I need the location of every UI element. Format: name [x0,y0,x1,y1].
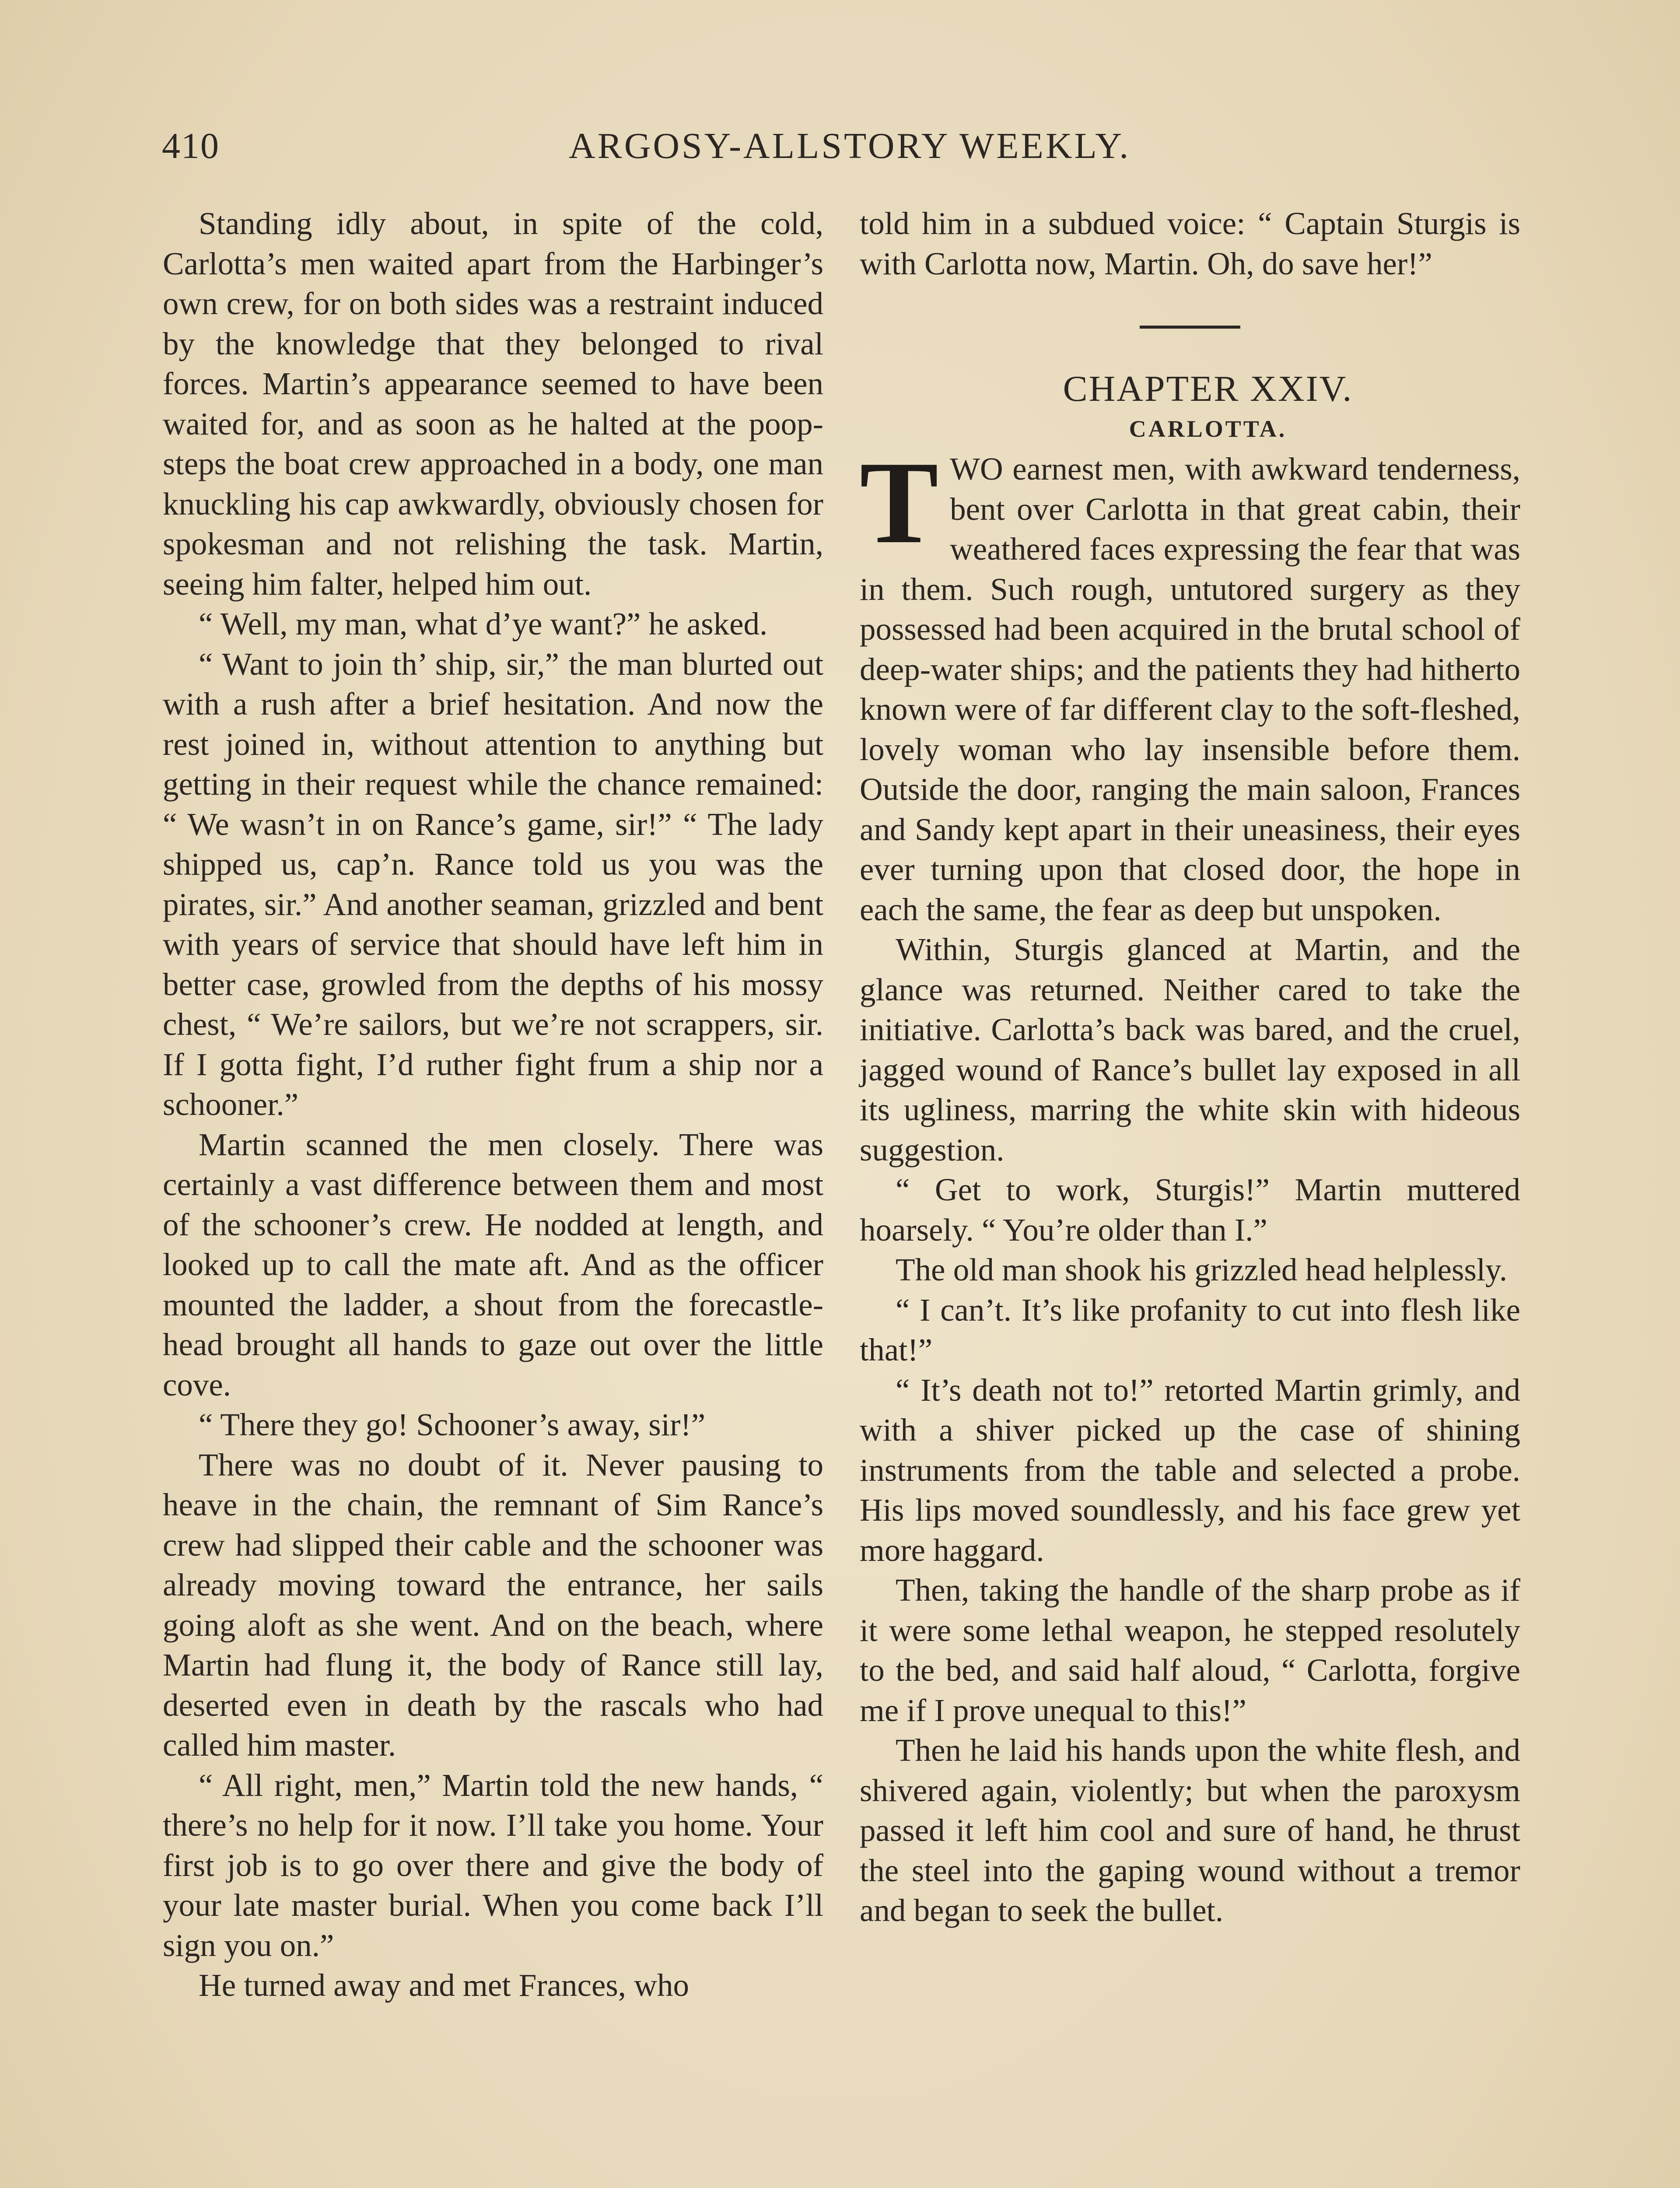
chapter-subtitle: CARLOTTA. [1129,415,1287,442]
paragraph: “ Want to join th’ ship, sir,” the man blurted out with a rush after a brief hesitation. And now the rest joined in, without attention to anything but getting in their request while the chance remained: “ We wasn’t in on Rance’s game, sir!” “ The lady shipped us, cap’n. Rance told us you was the pirates, sir.” And another seaman, grizzled and bent with years of service that should have left him in better case, growled from the depths of his mossy chest, “ We’re sailors, but we’re not scrappers, sir. If I gotta fight, I’d ruther fight frum a ship nor a schooner.” [163,646,823,1122]
paragraph: Then he laid his hands upon the white flesh, and shivered again, violently; but when the paroxysm passed it left him cool and sure of hand, he thrust the steel into the gaping wound without a tremor and began to seek the bullet. [860,1732,1520,1928]
paragraph: Within, Sturgis glanced at Martin, and the glance was returned. Neither cared to take the initiative. Carlotta’s back was bared, and the cruel, jagged wound of Rance’s bullet lay exposed in all its ugliness, marring the white skin with hideous suggestion. [860,932,1520,1168]
right-column [860,203,1520,1931]
paragraph: Standing idly about, in spite of the cold, Carlotta’s men waited apart from the Harbinger’s own crew, for on both sides was a restraint induced by the knowledge that they belonged to rival forces. Martin’s appearance seemed to have been waited for, and as soon as he halted at the poop-steps the boat crew approached in a body, one man knuckling his cap awkwardly, obviously chosen for spokesman and not relishing the task. Martin, seeing him falter, helped him out. [163,206,823,602]
drop-cap: T [860,437,939,568]
chapter-opening [860,437,1520,929]
paragraph: “ I can’t. It’s like profanity to cut into flesh like that!” [860,1292,1520,1368]
chapter-title: CHAPTER XXIV. [1063,368,1353,409]
paragraph: Martin scanned the men closely. There was certainly a vast difference between them and most of the schooner’s crew. He nodded at length, and looked up to call the mate aft. And as the officer mounted the ladder, a shout from the forecastle-head brought all hands to gaze out over the little cove. [163,1126,823,1403]
paragraph: “ There they go! Schooner’s away, sir!” [199,1407,706,1442]
paragraph: “ Get to work, Sturgis!” Martin muttered hoarsely. “ You’re older than I.” [860,1172,1520,1248]
section-rule [1140,326,1240,329]
paragraph: “ All right, men,” Martin told the new hands, “ there’s no help for it now. I’ll take you home. Your first job is to go over there and give the body of your late master burial. When you come back I’ll sign you on.” [163,1767,823,1963]
paragraph: Then, taking the handle of the sharp probe as if it were some lethal weapon, he stepped resolutely to the bed, and said half aloud, “ Carlotta, forgive me if I prove unequal to this!” [860,1572,1520,1728]
paragraph: He turned away and met Frances, who [199,1967,689,2003]
left-column [163,203,823,2006]
paragraph: “ Well, my man, what d’ye want?” he asked. [199,606,768,642]
page-number: 410 [162,126,220,166]
running-head: ARGOSY-ALLSTORY WEEKLY. [569,126,1131,166]
paragraph: The old man shook his grizzled head helplessly. [896,1252,1508,1287]
paragraph: There was no doubt of it. Never pausing to heave in the chain, the remnant of Sim Rance’s crew had slipped their cable and the schooner was already moving toward the entrance, her sails going aloft as she went. And on the beach, where Martin had flung it, the body of Rance still lay, deserted even in death by the rascals who had called him master. [163,1447,823,1763]
continuation-paragraph: told him in a subdued voice: “ Captain Sturgis is with Carlotta now, Martin. Oh, do save her!” [860,206,1520,281]
paragraph: “ It’s death not to!” retorted Martin grimly, and with a shiver picked up the case of shining instruments from the table and selected a probe. His lips moved soundlessly, and his face grew yet more haggard. [860,1372,1520,1568]
page-header [162,125,1527,173]
opening-text: WO earnest men, with awkward tenderness, bent over Carlotta in that great cabin, their weathered faces expressing the fear that was in them. Such rough, untutored surgery as they possessed had been acquired in the brutal school of deep-water ships; and the patients they had hitherto known were of far different clay to the soft-fleshed, lovely woman who lay insensible before them. Outside the door, ranging the main saloon, Frances and Sandy kept apart in their uneasiness, their eyes ever turning upon that closed door, the hope in each the same, the fear as deep but unspoken. [860,451,1520,927]
